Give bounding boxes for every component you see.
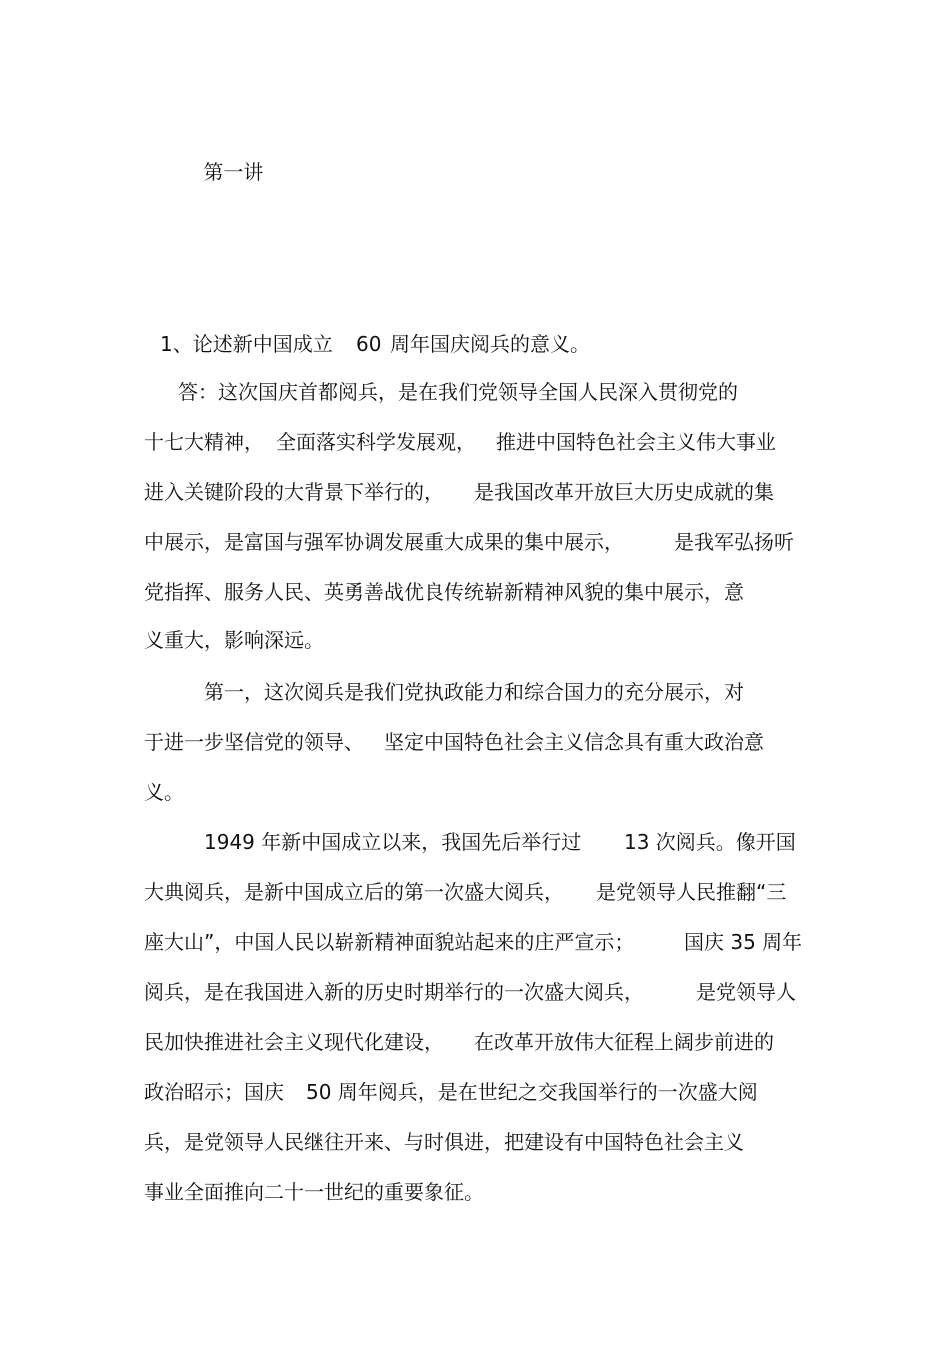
text-segment: 全面落实科学发展观， <box>276 430 476 454</box>
text-segment: 推进中国特色社会主义伟大事业 <box>496 430 776 454</box>
question-year-count: 60 <box>356 332 382 356</box>
text-segment: 事业全面推向二十一世纪的重要象征。 <box>144 1180 484 1204</box>
text-segment: 民加快推进社会主义现代化建设， <box>144 1030 444 1054</box>
text-segment: 政治昭示；国庆 <box>144 1080 284 1104</box>
heading-text: 第一讲 <box>203 160 264 184</box>
text-segment: 中展示，是富国与强军协调发展重大成果的集中展示， <box>144 530 624 554</box>
text-segment: 国庆 35 周年 <box>684 930 803 954</box>
text-segment: 十七大精神， <box>144 430 264 454</box>
text-segment: 义重大，影响深远。 <box>144 628 324 652</box>
text-segment: 座大山”，中国人民以崭新精神面貌站起来的庄严宣示； <box>144 930 635 954</box>
text-segment: 是党领导人民推翻“三 <box>596 880 787 904</box>
text-segment: 党指挥、服务人民、英勇善战优良传统崭新精神风貌的集中展示，意 <box>144 580 744 604</box>
text-segment: 坚定中国特色社会主义信念具有重大政治意 <box>384 730 764 754</box>
text-segment: 进入关键阶段的大背景下举行的， <box>144 480 444 504</box>
text-segment: 第一，这次阅兵是我们党执政能力和综合国力的充分展示，对 <box>204 680 744 704</box>
text-segment: 是我国改革开放巨大历史成就的集 <box>474 480 774 504</box>
paragraph-line <box>0 1178 484 1262</box>
text-segment: 阅兵，是在我国进入新的历史时期举行的一次盛大阅兵， <box>144 980 644 1004</box>
text-segment: 在改革开放伟大征程上阔步前进的 <box>474 1030 774 1054</box>
text-segment: 大典阅兵，是新中国成立后的第一次盛大阅兵， <box>144 880 564 904</box>
text-segment: 兵，是党领导人民继往开来、与时俱进，把建设有中国特色社会主义 <box>144 1130 744 1154</box>
question-rest-text: 周年国庆阅兵的意义。 <box>390 332 590 356</box>
text-segment: 1949 年新中国成立以来，我国先后举行过 <box>204 830 582 854</box>
text-segment: 于进一步坚信党的领导、 <box>144 730 364 754</box>
text-segment: 答：这次国庆首都阅兵，是在我们党领导全国人民深入贯彻党的 <box>178 380 738 404</box>
text-segment: 13 次阅兵。像开国 <box>624 830 796 854</box>
text-segment: 50 周年阅兵，是在世纪之交我国举行的一次盛大阅 <box>306 1080 758 1104</box>
text-segment: 义。 <box>144 780 184 804</box>
lecture-heading <box>178 130 263 214</box>
text-segment: 是党领导人 <box>696 980 796 1004</box>
question-number-text: 1、论述新中国成立 <box>160 332 333 356</box>
text-segment: 是我军弘扬听 <box>674 530 794 554</box>
